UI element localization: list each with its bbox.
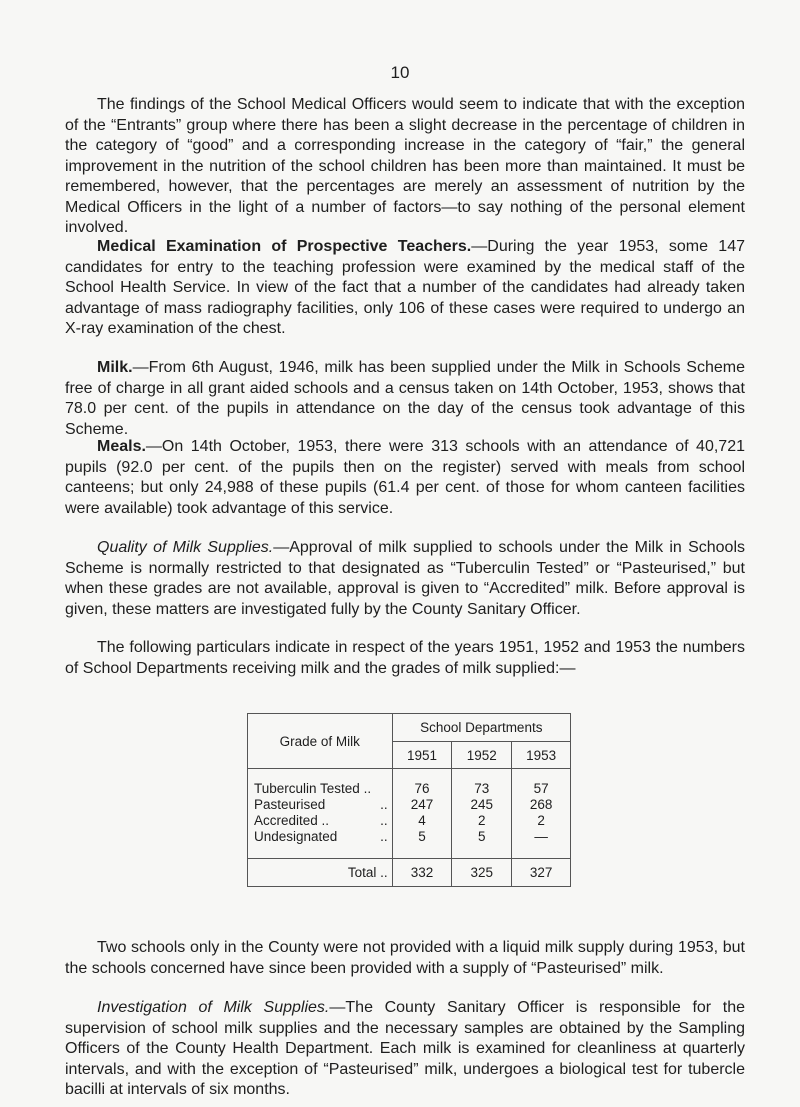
quality-heading: Quality of Milk Supplies. <box>97 539 274 556</box>
table-cell: 2 <box>452 813 512 829</box>
milk-heading: Milk. <box>97 359 133 376</box>
total-label: Total .. <box>248 859 393 887</box>
school-departments-header: School Departments <box>392 714 570 742</box>
table-cell: 2 <box>512 813 571 829</box>
year-header-1951: 1951 <box>392 742 452 769</box>
meals-heading: Meals. <box>97 438 146 455</box>
nutrition-paragraph: The findings of the School Medical Officers would seem to indicate that with the exception of the “Entrants” group where there has been a slight decrease in the percentage of children in the category of “good” and a corresponding increase in the category of “fair,” the general improvement in the nutrition of the school children has been more than maintained. It must be remembered, however, that the percentages are merely an assessment of nutrition by the Medical Officers in the light of a number of factors—to say nothing of the personal element involved. <box>65 96 745 236</box>
investigation-text: —The County Sanitary Officer is responsible for the supervision of school milk supplies and the necessary samples are obtained by the Sampling Officers of the County Health Department. Each milk is examined for cleanliness at quarterly intervals, and with the exception of “Pasteurised” milk, undergoes a biological test for tubercle bacilli at intervals of six months. <box>65 999 746 1098</box>
table-row <box>248 813 571 829</box>
row-label: Pasteurised .. <box>248 797 393 813</box>
milk-grades-table <box>247 713 571 887</box>
total-cell: 325 <box>452 859 512 887</box>
table-cell: 5 <box>392 829 452 845</box>
grade-column-header: Grade of Milk <box>248 714 393 769</box>
meals-paragraph <box>65 437 745 519</box>
table-cell: 73 <box>452 781 512 797</box>
milk-text: —From 6th August, 1946, milk has been supplied under the Milk in Schools Scheme free of charge in all grant aided schools and a census taken on 14th October, 1953, shows that 78.0 per cent. of the pupils in attendance on the day of the census took advantage of this Scheme. <box>65 359 745 438</box>
table-cell: 5 <box>452 829 512 845</box>
total-cell: 332 <box>392 859 452 887</box>
table-cell: 268 <box>512 797 571 813</box>
year-header-1953: 1953 <box>512 742 571 769</box>
total-cell: 327 <box>512 859 571 887</box>
table-row <box>248 781 571 797</box>
table-cell: 245 <box>452 797 512 813</box>
table-cell: 57 <box>512 781 571 797</box>
teachers-text: —During the year 1953, some 147 candidates for entry to the teaching profession were examined by the medical staff of the School Health Service. In view of the fact that a number of the candidates had already taken advantage of mass radiography facilities, only 106 of these cases were required to undergo an X-ray examination of the chest. <box>65 238 746 337</box>
following-paragraph: The following particulars indicate in respect of the years 1951, 1952 and 1953 the numbers of School Departments receiving milk and the grades of milk supplied:— <box>65 639 745 677</box>
milk-paragraph <box>65 358 745 440</box>
two-schools-paragraph: Two schools only in the County were not provided with a liquid milk supply during 1953, but the schools concerned have since been provided with a supply of “Pasteurised” milk. <box>65 939 745 977</box>
quality-text: —Approval of milk supplied to schools under the Milk in Schools Scheme is normally restricted to that designated as “Tuberculin Tested” or “Pasteurised,” but when these grades are not available, approval is given to “Accredited” milk. Before approval is given, these matters are investigated fully by the County Sanitary Officer. <box>65 539 746 618</box>
teachers-paragraph <box>65 237 745 340</box>
table-row <box>248 797 571 813</box>
meals-text: —On 14th October, 1953, there were 313 schools with an attendance of 40,721 pupils (92.0 per cent. of the pupils then on the register) served with meals from school canteens; but only 24,988 of these pupils (61.4 per cent. of those for whom canteen facilities were available) took advantage of this service. <box>65 438 745 517</box>
teachers-heading: Medical Examination of Prospective Teachers. <box>97 238 472 255</box>
table-cell: 76 <box>392 781 452 797</box>
investigation-paragraph <box>65 998 745 1101</box>
table-cell: 247 <box>392 797 452 813</box>
row-label: Accredited .. .. <box>248 813 393 829</box>
page-number: 10 <box>390 63 410 82</box>
table-cell: — <box>512 829 571 845</box>
quality-paragraph <box>65 538 745 620</box>
table-row <box>248 829 571 845</box>
year-header-1952: 1952 <box>452 742 512 769</box>
row-label: Undesignated .. <box>248 829 393 845</box>
table-cell: 4 <box>392 813 452 829</box>
total-row <box>248 859 571 887</box>
row-label: Tuberculin Tested .. <box>248 781 393 797</box>
investigation-heading: Investigation of Milk Supplies. <box>97 999 330 1016</box>
